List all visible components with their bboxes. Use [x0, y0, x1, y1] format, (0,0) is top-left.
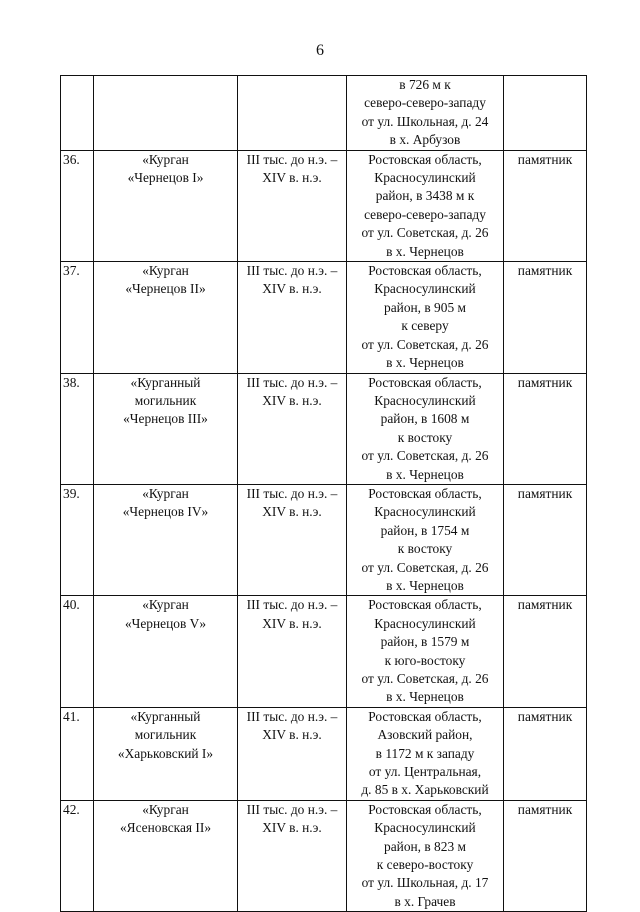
location-cell-line: к северо-востоку — [376, 857, 474, 873]
row-number-cell — [61, 76, 94, 151]
location-cell-line: в х. Чернецов — [386, 243, 464, 259]
object-name-cell-line: могильник — [134, 392, 197, 408]
table-row — [61, 373, 587, 484]
location-cell-line: от ул. Советская, д. 26 — [361, 448, 489, 464]
table-row — [61, 800, 587, 911]
location-cell — [347, 707, 504, 800]
dating-cell-line: XIV в. н.э. — [262, 281, 322, 297]
row-number-cell: 37. — [61, 262, 94, 373]
location-cell-line: от ул. Школьная, д. 17 — [361, 875, 489, 891]
object-name-cell-line: «Курганный — [130, 374, 201, 390]
dating-cell — [238, 596, 347, 707]
object-name-cell-line: «Чернецов V» — [124, 615, 207, 631]
location-cell — [347, 150, 504, 261]
category-cell — [504, 76, 587, 151]
location-cell-line: к юго-востоку — [384, 652, 466, 668]
location-cell-line: Ростовская область, — [368, 485, 482, 501]
category-cell: памятник — [504, 262, 587, 373]
object-name-cell — [94, 150, 238, 261]
dating-cell-line: XIV в. н.э. — [262, 392, 322, 408]
dating-cell-line: III тыс. до н.э. – — [246, 151, 338, 167]
dating-cell — [238, 484, 347, 595]
location-cell — [347, 76, 504, 151]
table-row — [61, 262, 587, 373]
location-cell-line: к востоку — [397, 429, 453, 445]
location-cell — [347, 596, 504, 707]
object-name-cell — [94, 484, 238, 595]
location-cell-line: д. 85 в х. Харьковский — [361, 782, 489, 798]
location-cell-line: в 1172 м к западу — [375, 745, 475, 761]
location-cell-line: район, в 3438 м к — [375, 188, 475, 204]
location-cell-line: к востоку — [397, 541, 453, 557]
location-cell-line: район, в 1579 м — [380, 634, 470, 650]
location-cell-line: Азовский район, — [377, 727, 473, 743]
row-number-cell: 42. — [61, 800, 94, 911]
object-name-cell — [94, 800, 238, 911]
object-name-cell-line: могильник — [134, 727, 197, 743]
dating-cell-line: III тыс. до н.э. – — [246, 597, 338, 613]
row-number-cell: 36. — [61, 150, 94, 261]
location-cell-line: Красносулинский — [374, 170, 476, 186]
location-cell-line: от ул. Центральная, — [368, 764, 482, 780]
table-row — [61, 484, 587, 595]
table-row — [61, 76, 587, 151]
dating-cell-line: XIV в. н.э. — [262, 820, 322, 836]
location-cell-line: в х. Чернецов — [386, 689, 464, 705]
location-cell-line: северо-северо-западу — [364, 95, 486, 111]
category-cell: памятник — [504, 707, 587, 800]
object-name-cell-line: «Чернецов III» — [123, 411, 208, 427]
location-cell-line: Ростовская область, — [368, 374, 482, 390]
location-cell-line: Ростовская область, — [368, 708, 482, 724]
dating-cell — [238, 800, 347, 911]
object-name-cell — [94, 596, 238, 707]
location-cell-line: в х. Грачев — [394, 893, 456, 909]
location-cell-line: в х. Чернецов — [386, 355, 464, 371]
object-name-cell-line: «Курган — [142, 263, 189, 279]
location-cell-line: северо-северо-западу — [364, 206, 486, 222]
location-cell-line: Ростовская область, — [368, 801, 482, 817]
object-name-cell-line: «Курган — [142, 801, 189, 817]
row-number-cell: 40. — [61, 596, 94, 707]
row-number-cell: 38. — [61, 373, 94, 484]
category-cell: памятник — [504, 484, 587, 595]
dating-cell-line: III тыс. до н.э. – — [246, 263, 338, 279]
location-cell-line: Ростовская область, — [368, 597, 482, 613]
location-cell-line: Красносулинский — [374, 504, 476, 520]
location-cell-line: в х. Чернецов — [386, 577, 464, 593]
object-name-cell-line: «Ясеновская II» — [119, 820, 212, 836]
location-cell-line: от ул. Советская, д. 26 — [361, 671, 489, 686]
object-name-cell — [94, 373, 238, 484]
location-cell-line: от ул. Советская, д. 26 — [361, 559, 489, 575]
object-name-cell-line: «Курган — [142, 485, 189, 501]
dating-cell-line: III тыс. до н.э. – — [246, 374, 338, 390]
location-cell-line: Красносулинский — [374, 281, 476, 297]
location-cell-line: Красносулинский — [374, 615, 476, 631]
category-cell: памятник — [504, 596, 587, 707]
location-cell-line: в 726 м к — [399, 77, 451, 92]
dating-cell-line: III тыс. до н.э. – — [246, 485, 338, 501]
location-cell-line: район, в 1608 м — [380, 411, 470, 427]
dating-cell-line: XIV в. н.э. — [262, 727, 322, 743]
location-cell-line: от ул. Школьная, д. 24 — [361, 113, 489, 129]
object-name-cell-line: «Чернецов II» — [125, 281, 206, 297]
dating-cell-line: III тыс. до н.э. – — [246, 708, 338, 724]
object-name-cell — [94, 707, 238, 800]
dating-cell — [238, 373, 347, 484]
dating-cell — [238, 150, 347, 261]
location-cell-line: от ул. Советская, д. 26 — [361, 225, 489, 241]
dating-cell-line: XIV в. н.э. — [262, 504, 322, 520]
dating-cell-line: III тыс. до н.э. – — [246, 801, 338, 817]
object-name-cell-line: «Чернецов IV» — [122, 504, 209, 520]
dating-cell — [238, 262, 347, 373]
object-name-cell-line: «Курганный — [130, 708, 201, 724]
location-cell — [347, 800, 504, 911]
location-cell-line: к северу — [401, 318, 449, 334]
category-cell: памятник — [504, 373, 587, 484]
registry-table-body — [61, 76, 587, 912]
category-cell: памятник — [504, 800, 587, 911]
object-name-cell-line: «Курган — [142, 151, 189, 167]
category-cell: памятник — [504, 150, 587, 261]
row-number-cell: 41. — [61, 707, 94, 800]
table-row — [61, 150, 587, 261]
object-name-cell-line: «Чернецов I» — [127, 170, 204, 186]
table-row — [61, 707, 587, 800]
object-name-cell-line: «Курган — [142, 597, 189, 613]
page-number: 6 — [316, 42, 324, 59]
object-name-cell-line: «Харьковский I» — [117, 745, 214, 761]
location-cell-line: в х. Арбузов — [389, 132, 461, 148]
object-name-cell — [94, 76, 238, 151]
location-cell — [347, 484, 504, 595]
location-cell-line: район, в 1754 м — [380, 522, 470, 538]
location-cell-line: район, в 823 м — [384, 838, 466, 854]
dating-cell — [238, 707, 347, 800]
location-cell-line: Ростовская область, — [368, 263, 482, 279]
location-cell-line: Красносулинский — [374, 820, 476, 836]
location-cell-line: район, в 905 м — [384, 299, 466, 315]
dating-cell — [238, 76, 347, 151]
location-cell-line: от ул. Советская, д. 26 — [361, 336, 489, 352]
location-cell-line: Ростовская область, — [368, 151, 482, 167]
location-cell-line: в х. Чернецов — [386, 466, 464, 482]
location-cell — [347, 373, 504, 484]
table-row — [61, 596, 587, 707]
dating-cell-line: XIV в. н.э. — [262, 615, 322, 631]
location-cell — [347, 262, 504, 373]
location-cell-line: Красносулинский — [374, 392, 476, 408]
heritage-registry-table — [60, 75, 587, 912]
row-number-cell: 39. — [61, 484, 94, 595]
dating-cell-line: XIV в. н.э. — [262, 170, 322, 186]
object-name-cell — [94, 262, 238, 373]
